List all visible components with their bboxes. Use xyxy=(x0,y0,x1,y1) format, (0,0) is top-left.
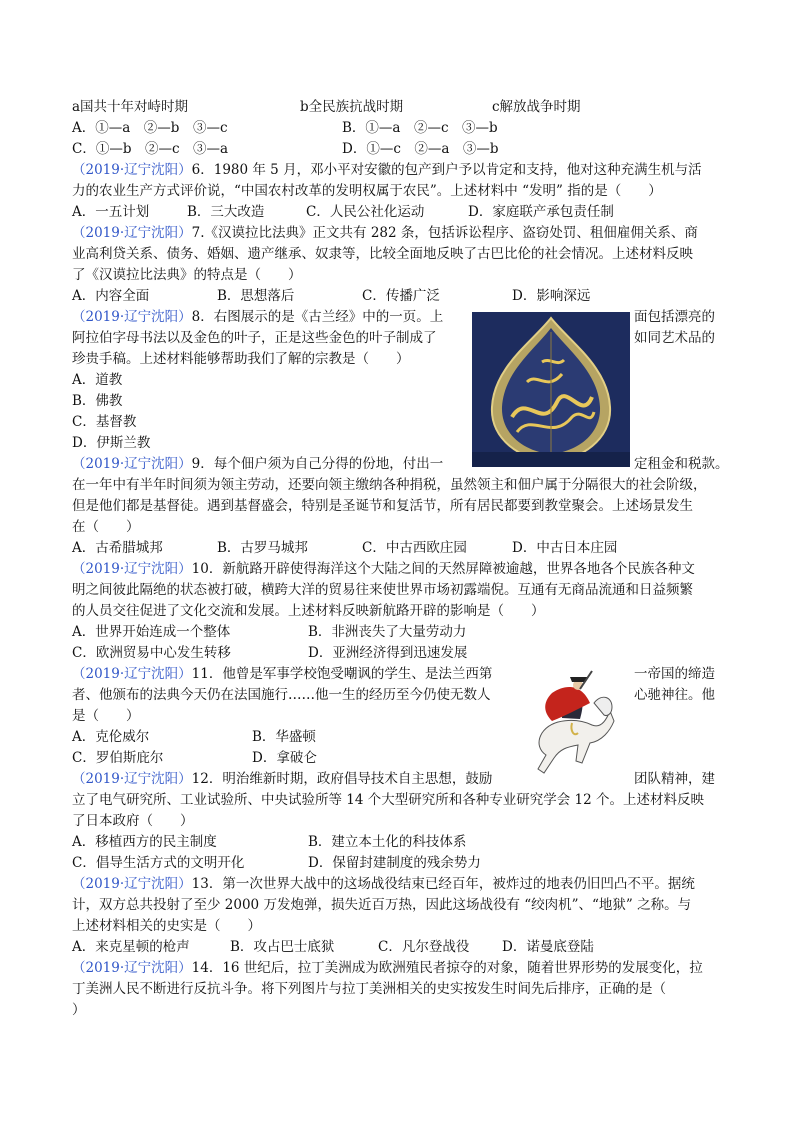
option-text: D．保留封建制度的残余势力 xyxy=(308,855,481,871)
option-text: B．思想落后 xyxy=(217,288,295,304)
option-text: D．中古日本庄园 xyxy=(512,540,618,556)
option-text: B．①—a ②—c ③—b xyxy=(342,120,498,136)
line-text: 业高利贷关系、债务、婚姻、遗产继承、奴隶等，比较全面地反映了古巴比伦的社会情况。上述材料反映 xyxy=(72,246,693,262)
line-text: 13．第一次世界大战中的这场战役结束已经百年，被炸过的地表仍旧凹凸不平。据统 xyxy=(191,876,695,892)
option-text: c解放战争时期 xyxy=(492,99,581,115)
option-text: D．拿破仑 xyxy=(252,750,317,766)
question-source: （2019·辽宁沈阳） xyxy=(72,456,192,472)
line-text: 在（ ） xyxy=(72,519,140,535)
text-line xyxy=(72,265,302,285)
text-line xyxy=(72,832,732,852)
option-text: A．古希腊城邦 xyxy=(72,540,163,556)
text-line xyxy=(72,412,136,432)
option-text: D．影响深远 xyxy=(512,288,591,304)
option-text: D．诺曼底登陆 xyxy=(502,939,594,955)
option-text: A．克伦威尔 xyxy=(72,729,150,745)
line-text-right: 心驰神往。他 xyxy=(634,687,715,703)
text-line xyxy=(72,664,715,684)
quran-page-image xyxy=(472,312,630,467)
option-text: A．内容全面 xyxy=(72,288,150,304)
question-source: （2019·辽宁沈阳） xyxy=(72,225,192,241)
line-text: 9．每个佃户须为自己分得的份地，付出一 xyxy=(191,456,444,472)
question-source: （2019·辽宁沈阳） xyxy=(72,309,192,325)
text-line xyxy=(72,916,261,936)
option-text: C．传播广泛 xyxy=(362,288,440,304)
line-text-right: 定租金和税款。 xyxy=(634,456,729,472)
text-line xyxy=(72,958,703,978)
text-line xyxy=(72,937,732,957)
line-text: 的人员交往促进了文化交流和发展。上述材料反映新航路开辟的影响是（ ） xyxy=(72,603,545,619)
option-text: B．华盛顿 xyxy=(252,729,316,745)
line-text: 12．明治维新时期，政府倡导技术自主思想，鼓励 xyxy=(191,771,493,787)
text-line xyxy=(72,286,732,306)
line-text: 8．右图展示的是《古兰经》中的一页。上 xyxy=(191,309,444,325)
text-line xyxy=(72,223,698,243)
line-text: 11．他曾是军事学校饱受嘲讽的学生、是法兰西第 xyxy=(191,666,493,682)
line-text: 7.《汉谟拉比法典》正文共有 282 条，包括诉讼程序、盗窃处罚、租佃雇佣关系、商 xyxy=(191,225,698,241)
line-text: 丁美洲人民不断进行反抗斗争。将下列图片与拉丁美洲相关的史实按发生时间先后排序，正确的是（ xyxy=(72,981,666,997)
text-line xyxy=(72,706,140,726)
text-line xyxy=(72,769,715,789)
option-text: A．移植西方的民主制度 xyxy=(72,834,217,850)
text-line xyxy=(72,748,732,768)
option-text: B．古罗马城邦 xyxy=(217,540,308,556)
text-line xyxy=(72,979,666,999)
option-text: D．①—c ②—a ③—b xyxy=(342,141,499,157)
option-text: A．世界开始连成一个整体 xyxy=(72,624,231,640)
option-text: a国共十年对峙时期 xyxy=(72,99,189,115)
option-text: C．中古西欧庄园 xyxy=(362,540,467,556)
option-text: D．家庭联产承包责任制 xyxy=(468,204,614,220)
option-text: B．三大改造 xyxy=(187,204,265,220)
text-line xyxy=(72,307,715,327)
option-text: C．①—b ②—c ③—a xyxy=(72,141,229,157)
question-source: （2019·辽宁沈阳） xyxy=(72,876,192,892)
text-line xyxy=(72,790,704,810)
text-line xyxy=(72,559,695,579)
text-line xyxy=(72,181,662,201)
option-text: C．罗伯斯庇尔 xyxy=(72,750,164,766)
question-source: （2019·辽宁沈阳） xyxy=(72,162,192,178)
option-text: B．攻占巴士底狱 xyxy=(230,939,335,955)
question-source: （2019·辽宁沈阳） xyxy=(72,561,192,577)
text-line xyxy=(72,202,732,222)
line-text: D．伊斯兰教 xyxy=(72,435,151,451)
option-text: C．欧洲贸易中心发生转移 xyxy=(72,645,231,661)
option-text: A．一五计划 xyxy=(72,204,150,220)
option-text: B．建立本土化的科技体系 xyxy=(308,834,467,850)
text-line xyxy=(72,370,122,390)
text-line xyxy=(72,1000,86,1020)
option-text: B．非洲丧失了大量劳动力 xyxy=(308,624,467,640)
text-line xyxy=(72,391,122,411)
line-text-right: 面包括漂亮的 xyxy=(634,309,715,325)
text-line xyxy=(72,118,732,138)
text-line xyxy=(72,328,715,348)
text-line xyxy=(72,643,732,663)
text-line xyxy=(72,622,732,642)
text-line xyxy=(72,538,732,558)
text-line xyxy=(72,160,702,180)
line-text: 阿拉伯字母书法以及金色的叶子，正是这些金色的叶子制成了 xyxy=(72,330,437,346)
line-text: 了《汉谟拉比法典》的特点是（ ） xyxy=(72,267,302,283)
line-text: 者、他颁布的法典今天仍在法国施行……他一生的经历至今仍使无数人 xyxy=(72,687,491,703)
text-line xyxy=(72,475,707,495)
line-text: 6．1980 年 5 月，邓小平对安徽的包产到户予以肯定和支持，他对这种充满生机与活 xyxy=(191,162,702,178)
text-line xyxy=(72,727,732,747)
line-text: 珍贵手稿。上述材料能够帮助我们了解的宗教是（ ） xyxy=(72,351,410,367)
option-text: C．人民公社化运动 xyxy=(306,204,425,220)
text-line xyxy=(72,895,691,915)
text-line xyxy=(72,685,715,705)
line-text: 明之间彼此隔绝的状态被打破，横跨大洋的贸易往来使世界市场初露端倪。互通有无商品流通和日益频繁 xyxy=(72,582,693,598)
option-text: C．倡导生活方式的文明开化 xyxy=(72,855,245,871)
text-line xyxy=(72,601,545,621)
text-line xyxy=(72,349,410,369)
text-line xyxy=(72,580,693,600)
line-text: 立了电气研究所、工业试验所、中央试验所等 14 个大型研究所和各种专业研究学会 12 个。上述材料反映 xyxy=(72,792,705,808)
line-text: C．基督教 xyxy=(72,414,137,430)
option-text: D．亚洲经济得到迅速发展 xyxy=(308,645,468,661)
text-line xyxy=(72,433,150,453)
line-text: 了日本政府（ ） xyxy=(72,813,194,829)
line-text: 10．新航路开辟使得海洋这个大陆之间的天然屏障被逾越，世界各地各个民族各种文 xyxy=(191,561,695,577)
option-text: b全民族抗战时期 xyxy=(300,99,404,115)
text-line xyxy=(72,244,693,264)
text-line xyxy=(72,454,729,474)
option-text: C．凡尔登战役 xyxy=(378,939,470,955)
line-text: 是（ ） xyxy=(72,708,140,724)
line-text: 但是他们都是基督徒。遇到基督盛会，特别是圣诞节和复活节，所有居民都要到教堂聚会。上述场景发生 xyxy=(72,498,693,514)
line-text: 力的农业生产方式评价说，“中国农村改革的发明权属于农民”。上述材料中 “发明” 指的是（ ） xyxy=(72,183,662,199)
text-line xyxy=(72,853,732,873)
line-text: ） xyxy=(72,1002,86,1018)
line-text-right: 团队精神，建 xyxy=(634,771,715,787)
line-text: 在一年中有半年时间须为领主劳动，还要向领主缴纳各种捐税，虽然领主和佃户属于分隔很大的社会阶级， xyxy=(72,477,707,493)
line-text-right: 一帝国的缔造 xyxy=(634,666,715,682)
question-source: （2019·辽宁沈阳） xyxy=(72,771,192,787)
line-text-right: 如同艺术品的 xyxy=(634,330,715,346)
text-line xyxy=(72,496,693,516)
option-text: A．来克星顿的枪声 xyxy=(72,939,190,955)
text-line xyxy=(72,811,194,831)
line-text: 计，双方总共投射了至少 2000 万发炮弹，损失近百万热，因此这场战役有 “绞肉机”、“地狱” 之称。与 xyxy=(72,897,692,913)
question-source: （2019·辽宁沈阳） xyxy=(72,960,192,976)
text-line xyxy=(72,97,732,117)
question-source: （2019·辽宁沈阳） xyxy=(72,666,192,682)
line-text: 14．16 世纪后，拉丁美洲成为欧洲殖民者掠夺的对象，随着世界形势的发展变化，拉 xyxy=(191,960,703,976)
text-line xyxy=(72,874,695,894)
option-text: A．①—a ②—b ③—c xyxy=(72,120,228,136)
line-text: B．佛教 xyxy=(72,393,123,409)
line-text: A．道教 xyxy=(72,372,123,388)
text-line xyxy=(72,517,140,537)
napoleon-horse-image xyxy=(522,663,617,779)
line-text: 上述材料相关的史实是（ ） xyxy=(72,918,261,934)
text-line xyxy=(72,139,732,159)
